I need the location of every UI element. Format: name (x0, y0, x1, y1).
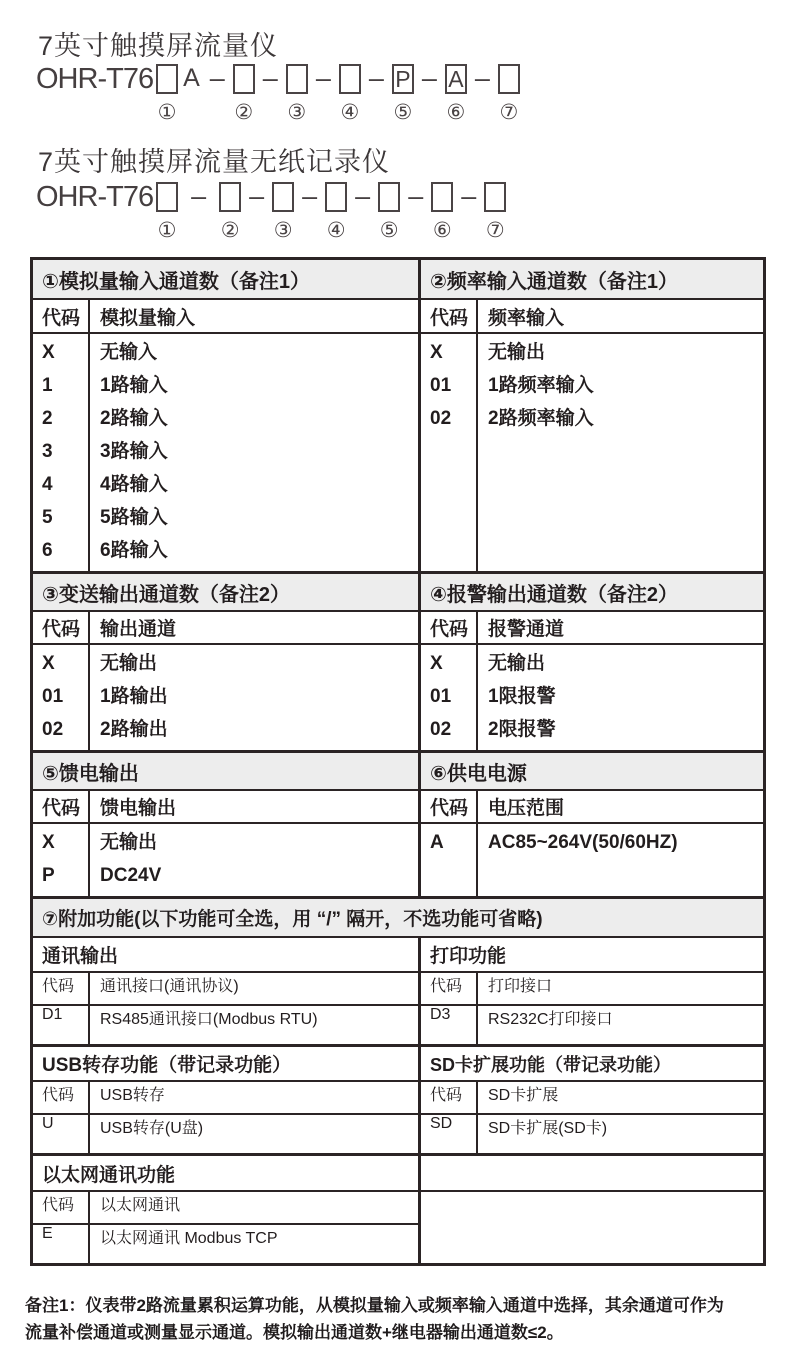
slot-box-empty (272, 182, 294, 212)
transmit-output-subtable (33, 574, 421, 750)
desc-column-label: 打印接口 (488, 978, 553, 995)
desc-value: 2路输入 (100, 408, 168, 429)
data-area (33, 824, 418, 896)
alarm-output-subtable (421, 574, 763, 750)
data-area (33, 645, 418, 750)
desc-value: 2路频率输入 (488, 408, 594, 429)
code-column-label: 代码 (421, 791, 478, 822)
code-value: E (33, 1225, 90, 1263)
desc-column-label: 馈电输出 (100, 798, 177, 819)
model-slot-5 (378, 178, 400, 241)
code-value: 3 (42, 441, 53, 462)
circle-2: ② (234, 100, 254, 124)
section-feed-power (33, 750, 763, 896)
desc-value: 3路输入 (100, 441, 168, 462)
empty-cell (421, 1192, 763, 1225)
frequency-input-subtable (421, 260, 763, 571)
column-header-row (421, 612, 763, 645)
slot-box-empty (286, 64, 308, 94)
empty-cell (421, 1156, 763, 1190)
code-value: X (42, 653, 55, 674)
product2-title: 7英寸触摸屏流量无纸记录仪 (38, 147, 391, 177)
section-additional-functions (33, 896, 763, 1263)
desc-column-label: USB转存 (100, 1087, 165, 1104)
model-slot-1 (156, 178, 178, 241)
code-column-label: 代码 (421, 612, 478, 643)
circle-6: ⑥ (432, 218, 452, 242)
dash: – (355, 181, 371, 211)
circle-2: ② (220, 218, 240, 242)
slot-box-empty (233, 64, 255, 94)
section-1-header: ①模拟量输入通道数（备注1） (33, 260, 418, 300)
circle-6: ⑥ (446, 100, 466, 124)
code-value: 02 (42, 719, 64, 740)
code-value: 1 (42, 375, 53, 396)
code-column-label: 代码 (33, 1082, 90, 1113)
usb-sd-column-headers (33, 1082, 763, 1115)
desc-value: RS232C打印接口 (488, 1011, 613, 1028)
model-slot-6 (445, 60, 467, 123)
desc-column-label: 频率输入 (488, 307, 565, 329)
code-value: 02 (430, 719, 452, 740)
data-area (33, 334, 418, 571)
desc-value: 以太网通讯 Modbus TCP (100, 1230, 278, 1247)
section-7-header: ⑦附加功能(以下功能可全选，用 “/” 隔开，不选功能可省略) (33, 899, 763, 938)
code-value: D3 (421, 1006, 478, 1044)
slot-box-empty (378, 182, 400, 212)
model-slot-2 (219, 178, 241, 241)
desc-value: 6路输入 (100, 540, 168, 561)
code-column-label: 代码 (33, 1192, 90, 1223)
dash: – (474, 63, 490, 93)
model-slot-7 (498, 60, 520, 123)
model-slot-4 (325, 178, 347, 241)
column-header-row (33, 300, 418, 334)
model-slot-3 (286, 60, 308, 123)
model-slot-4 (339, 60, 361, 123)
model-prefix: OHR-T76 (36, 181, 154, 213)
circle-5: ⑤ (379, 218, 399, 242)
slot-box-empty (498, 64, 520, 94)
dash: – (421, 63, 437, 93)
power-supply-subtable (421, 753, 763, 896)
dash: – (461, 181, 477, 211)
section-4-header: ④报警输出通道数（备注2） (421, 574, 763, 612)
model-slot-5 (392, 60, 414, 123)
circle-4: ④ (326, 218, 346, 242)
slot-suffix-a: A (183, 64, 200, 92)
circle-5: ⑤ (393, 100, 413, 124)
model-prefix: OHR-T76 (36, 63, 154, 95)
dash: – (249, 181, 265, 211)
code-value: 6 (42, 540, 53, 561)
desc-value: 无输出 (488, 342, 546, 363)
desc-column-label: 模拟量输入 (100, 307, 196, 329)
slot-box-empty (219, 182, 241, 212)
ethernet-function-title: 以太网通讯功能 (42, 1164, 176, 1186)
product2-model-line (36, 178, 506, 241)
analog-input-subtable (33, 260, 421, 571)
code-value: A (430, 832, 444, 853)
desc-value: 1路输出 (100, 686, 168, 707)
code-value: 2 (42, 408, 53, 429)
dash: – (368, 63, 384, 93)
desc-value: 1路频率输入 (488, 375, 594, 396)
code-column-label: 代码 (33, 612, 90, 643)
model-slot-6 (431, 178, 453, 241)
circle-7: ⑦ (499, 100, 519, 124)
desc-column-label: 通讯接口(通讯协议) (100, 978, 239, 995)
slot-box-empty (156, 182, 178, 212)
product1-title: 7英寸触摸屏流量仪 (38, 31, 279, 61)
data-area (421, 824, 763, 896)
slot-box-empty (325, 182, 347, 212)
code-value: 5 (42, 507, 53, 528)
column-header-row (33, 612, 418, 645)
data-area (421, 645, 763, 750)
desc-value: USB转存(U盘) (100, 1120, 204, 1137)
desc-value: 5路输入 (100, 507, 168, 528)
column-header-row (421, 791, 763, 824)
dash: – (209, 63, 225, 93)
circle-3: ③ (273, 218, 293, 242)
code-column-label: 代码 (421, 1082, 478, 1113)
comm-print-column-headers (33, 973, 763, 1006)
desc-column-label: 电压范围 (488, 798, 565, 819)
desc-value: DC24V (100, 865, 162, 886)
desc-value: 无输出 (100, 832, 158, 853)
model-slot-1 (156, 60, 202, 123)
code-column-label: 代码 (33, 791, 90, 822)
footnote (25, 1292, 773, 1346)
code-column-label: 代码 (33, 300, 90, 332)
section-6-header: ⑥供电电源 (421, 753, 763, 791)
sd-function-title: SD卡扩展功能（带记录功能） (430, 1054, 672, 1075)
circle-3: ③ (287, 100, 307, 124)
section-transmit-alarm (33, 571, 763, 750)
code-value: 01 (430, 686, 452, 707)
dash: – (191, 181, 207, 211)
code-column-label: 代码 (33, 973, 90, 1004)
desc-value: 2路输出 (100, 719, 168, 740)
code-value: 01 (42, 686, 64, 707)
desc-value: 1限报警 (488, 686, 556, 707)
code-value: U (33, 1115, 90, 1153)
code-column-label: 代码 (421, 300, 478, 332)
circle-4: ④ (340, 100, 360, 124)
code-column-label: 代码 (421, 973, 478, 1004)
code-value: P (42, 865, 55, 886)
desc-value: 2限报警 (488, 719, 556, 740)
column-header-row (421, 300, 763, 334)
code-value: X (430, 653, 443, 674)
empty-cell (421, 1225, 763, 1263)
feed-output-subtable (33, 753, 421, 896)
desc-column-label: 报警通道 (488, 619, 565, 640)
dash: – (315, 63, 331, 93)
section-analog-frequency (33, 260, 763, 571)
slot-box-empty (431, 182, 453, 212)
print-function-title: 打印功能 (430, 946, 507, 967)
desc-value: AC85~264V(50/60HZ) (488, 832, 678, 853)
footnote-line-1: 备注1：仪表带2路流量累积运算功能，从模拟量输入或频率输入通道中选择，其余通道可作为 (25, 1296, 724, 1315)
comm-print-data (33, 1006, 763, 1047)
data-area (421, 334, 763, 571)
section-5-header: ⑤馈电输出 (33, 753, 418, 791)
code-value: X (42, 832, 55, 853)
ethernet-title-row (33, 1156, 763, 1192)
model-slot-7 (484, 178, 506, 241)
desc-column-label: 输出通道 (100, 619, 177, 640)
desc-value: 无输入 (100, 342, 158, 363)
desc-value: SD卡扩展(SD卡) (488, 1120, 608, 1137)
footnote-line-2: 流量补偿通道或测量显示通道。模拟输出通道数+继电器输出通道数≤2。 (25, 1323, 564, 1342)
code-value: 4 (42, 474, 53, 495)
slot-box-empty (339, 64, 361, 94)
code-value: X (430, 342, 443, 363)
desc-value: 4路输入 (100, 474, 168, 495)
ethernet-column-headers (33, 1192, 763, 1225)
desc-column-label: 以太网通讯 (100, 1197, 181, 1214)
model-slot-2 (233, 60, 255, 123)
comm-print-titles (33, 938, 763, 973)
slot-box-empty (484, 182, 506, 212)
ordering-code-table (30, 257, 766, 1266)
comm-output-title: 通讯输出 (42, 946, 119, 967)
dash: – (408, 181, 424, 211)
desc-value: 无输出 (488, 653, 546, 674)
code-value: 01 (430, 375, 452, 396)
section-3-header: ③变送输出通道数（备注2） (33, 574, 418, 612)
model-slot-3 (272, 178, 294, 241)
slot-box-empty (156, 64, 178, 94)
slot-box-p: P (392, 64, 414, 94)
section-2-header: ②频率输入通道数（备注1） (421, 260, 763, 300)
circle-1: ① (157, 100, 177, 124)
desc-value: 1路输入 (100, 375, 168, 396)
code-value: X (42, 342, 55, 363)
dash: – (302, 181, 318, 211)
product1-model-line (36, 60, 520, 123)
desc-column-label: SD卡扩展 (488, 1087, 559, 1104)
code-value: 02 (430, 408, 452, 429)
slot-box-a: A (445, 64, 467, 94)
desc-value: 无输出 (100, 653, 158, 674)
circle-7: ⑦ (485, 218, 505, 242)
usb-sd-titles (33, 1047, 763, 1082)
circle-1: ① (157, 218, 177, 242)
code-value: SD (421, 1115, 478, 1153)
column-header-row (33, 791, 418, 824)
ethernet-data (33, 1225, 763, 1263)
usb-function-title: USB转存功能（带记录功能） (42, 1055, 292, 1076)
usb-sd-data (33, 1115, 763, 1156)
dash: – (262, 63, 278, 93)
desc-value: RS485通讯接口(Modbus RTU) (100, 1011, 318, 1028)
code-value: D1 (33, 1006, 90, 1044)
